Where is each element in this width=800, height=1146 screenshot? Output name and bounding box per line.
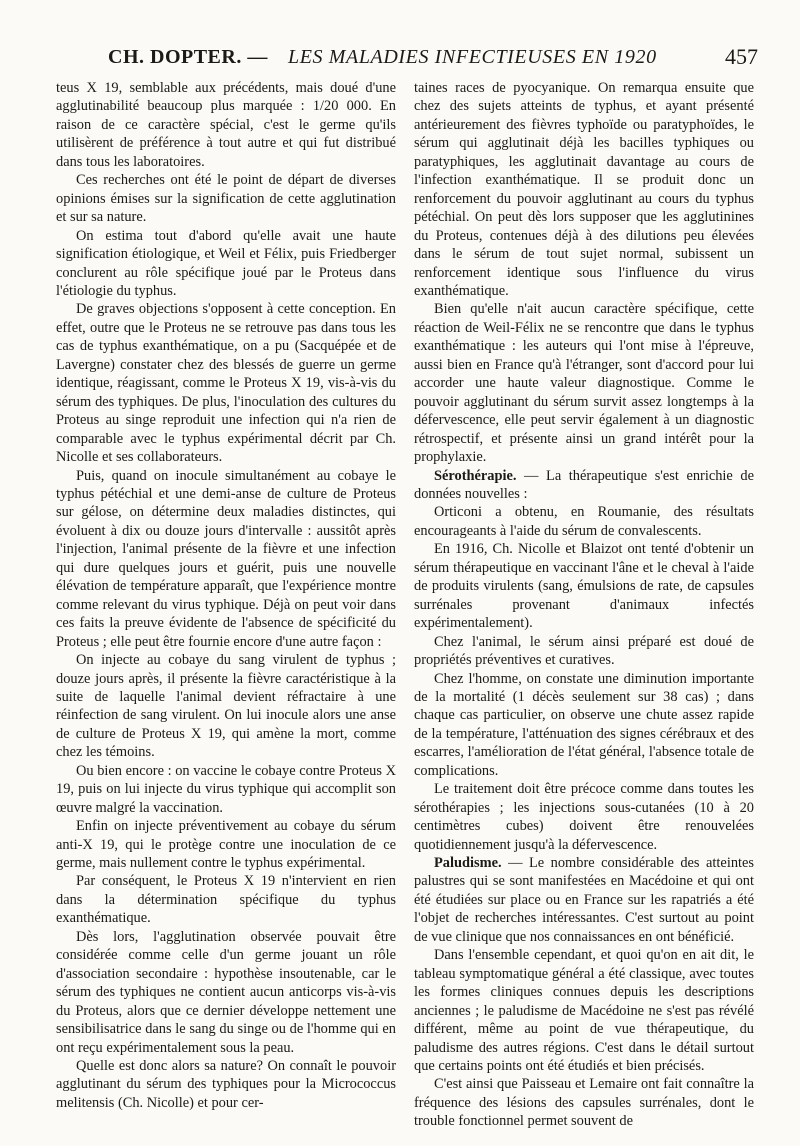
paragraph: De graves objections s'opposent à cette conception. En effet, outre que le Proteus ne se retrouve pas dans tous les cas de typhus exanthématique, on a pu (Sacquépée et de Lavergne) constater chez des blessés de guerre un germe identique, réagissant, comme le Proteus X 19, vis-à-vis du sérum des typhiques. De plus, l'inoculation des cultures du Proteus au singe reproduit une infection qui n'a rien de comparable avec le typhus expérimental décrit par Ch. Nicolle et ses collaborateurs. [56,301,396,466]
paragraph: Le traitement doit être précoce comme dans toutes les sérothérapies ; les injections sous-cutanées (10 à 20 centimètres cubes) doivent être renouvelées quotidiennement jusqu'à la défervescence. [414,781,754,853]
paragraph: Quelle est donc alors sa nature? On connaît le pouvoir agglutinant du sérum des typhiques pour la Micrococcus melitensis (Ch. Nicolle) et pour cer- [56,1058,396,1111]
paragraph: Enfin on injecte préventivement au cobaye du sérum anti-X 19, qui le protège contre une inoculation de ce germe, mais nullement contre le typhus expérimental. [56,818,396,872]
paragraph: Orticoni a obtenu, en Roumanie, des résultats encourageants à l'aide du sérum de convalescents. [414,504,754,539]
paragraph: Dans l'ensemble cependant, et quoi qu'on en ait dit, le tableau symptomatique général a été classique, avec toutes les formes cliniques connues depuis les descriptions anciennes ; le paludisme de Macédoine ne s'est pas révélé différent, même au point de vue thérapeutique, du paludisme des autres régions. C'est dans le détail surtout que certains points ont été étudiés et bien précisés. [414,947,754,1075]
page-number: 457 [725,44,758,69]
paragraph: teus X 19, semblable aux précédents, mais doué d'une agglutinabilité beaucoup plus marquée : 1/20 000. En raison de ce caractère spécial, c'est le germe qu'ils utilisèrent de préférence à tout autre et qui fut distribué dans tous les laboratoires. [56,80,396,170]
paragraph: Par conséquent, le Proteus X 19 n'intervient en rien dans la détermination spécifique du typhus exanthématique. [56,873,396,927]
running-header [108,42,758,74]
paragraph: C'est ainsi que Paisseau et Lemaire ont fait connaître la fréquence des lésions des capsules surrénales, dont le trouble fonctionnel permet souvent de [414,1076,754,1130]
paragraph: Chez l'animal, le sérum ainsi préparé est doué de propriétés préventives et curatives. [414,633,754,669]
right-column [414,79,754,1131]
paragraph: taines races de pyocyanique. On remarqua ensuite que chez des sujets atteints de typhus, et ayant présenté antérieurement des fièvres typhoïde ou paratyphoïdes, le sérum qui agglutinait déjà les bacilles typhiques ou paratyphiques, les agglutinait davantage au cours de l'infection exanthématique. Il se produit donc un renforcement du pouvoir agglutinant au cours du typhus pétéchial. On peut dès lors supposer que les agglutinines du Proteus, contenues déjà à des dilutions peu élevées dans le sérum de tout sujet normal, subissent un renforcement identique sous l'influence du virus exanthématique. [414,80,754,299]
section-serotherapie: Sérothérapie. — La thérapeutique s'est enrichie de données nouvelles : [414,467,754,502]
paragraph: Bien qu'elle n'ait aucun caractère spécifique, cette réaction de Weil-Félix ne se rencontre que dans le typhus exanthématique : les auteurs qui l'ont mise à l'épreuve, aussi bien en France qu'à l'étranger, sont d'accord pour lui accorder une haute valeur diagnostique. Comme le pouvoir agglutinant du sérum survit assez longtemps à la défervescence, elle peut servir également à un diagnostic rétrospectif, et présente ainsi un grand intérêt pour la prophylaxie. [414,301,754,466]
section-paludisme: Paludisme. — Le nombre considérable des atteintes palustres qui se sont manifestées en Macédoine et qui ont été étudiées sur place ou en France sur les rapatriés a été l'objet de recherches intéressantes. C'est surtout au point de vue clinique que nos connaissances en ont bénéficié. [414,855,754,945]
paragraph: Ou bien encore : on vaccine le cobaye contre Proteus X 19, puis on lui injecte du virus typhique qui accomplit son œuvre malgré la vaccination. [56,762,396,816]
paragraph: Ces recherches ont été le point de départ de diverses opinions émises sur la signification de cette agglutination et sur sa nature. [56,172,396,226]
paragraph: Chez l'homme, on constate une diminution importante de la mortalité (1 décès seulement sur 38 cas) ; dans chaque cas particulier, on observe une chute assez rapide de la température, l'atténuation des signes cérébraux et des escarres, l'amélioration de l'état général, l'absence totale de complications. [414,670,754,779]
header-author: CH. DOPTER. — [108,46,268,68]
paragraph: On injecte au cobaye du sang virulent de typhus ; douze jours après, il présente la fièvre caractéristique à la suite de laquelle l'animal devient réfractaire à une réinfection de sang virulent. On lui inocule alors une anse de culture de Proteus X 19, qui amène la mort, comme chez les témoins. [56,652,396,761]
header-title: LES MALADIES INFECTIEUSES EN 1920 [288,46,657,68]
paragraph: En 1916, Ch. Nicolle et Blaizot ont tenté d'obtenir un sérum thérapeutique en vaccinant l'âne et le cheval à l'aide de produits virulents (sang, émulsions de rate, de capsules surrénales provenant d'animaux infectés expérimentalement). [414,541,754,632]
paragraph: Dès lors, l'agglutination observée pouvait être considérée comme celle d'un germe jouant un rôle d'association secondaire : hypothèse insoutenable, car le sérum des typhiques ne contient aucun anticorps vis-à-vis du Proteus, alors que ce dernier développe nettement une sensibilisatrice dans le sang du singe ou de l'homme qui en ont reçu expérimentalement sous la peau. [56,928,396,1056]
paragraph: On estima tout d'abord qu'elle avait une haute signification étiologique, et Weil et Félix, puis Friedberger conclurent au rôle spécifique joué par le Proteus dans l'étiologie du typhus. [56,227,396,299]
section-heading: Sérothérapie. [434,467,517,484]
left-column [56,79,396,1112]
section-heading: Paludisme. [434,855,502,872]
paragraph: Puis, quand on inocule simultanément au cobaye le typhus pétéchial et une demi-anse de culture de Proteus sur gélose, on détermine deux maladies distinctes, qui évoluent à dix ou douze jours d'intervalle : aussitôt après l'injection, l'animal présente de la fièvre et une infection qui dure quelques jours et guérit, puis une nouvelle élévation de température apparaît, que l'expérience montre comme relevant du virus typhique. Déjà on peut voir dans ces faits la preuve évidente de l'absence de spécificité du Proteus ; elle peut être fournie encore d'une autre façon : [56,467,396,650]
